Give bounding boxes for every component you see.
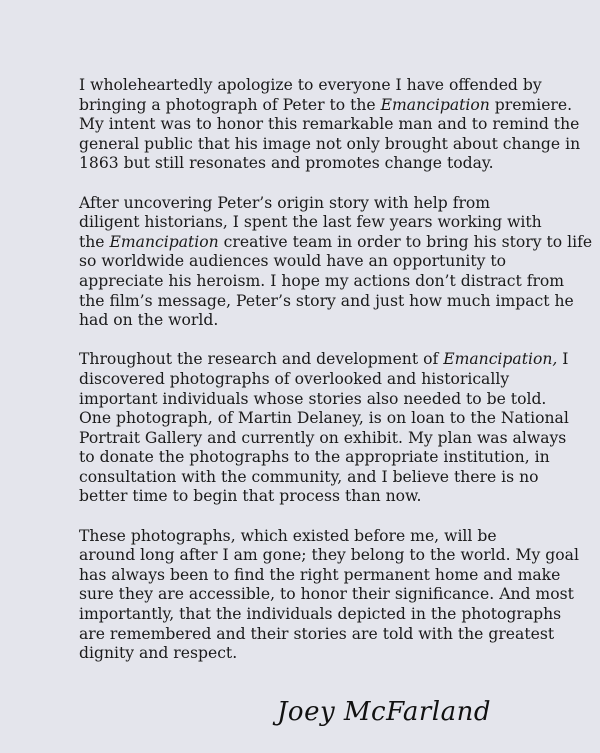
text-line: One photograph, of Martin Delaney, is on loan to the National <box>79 409 569 428</box>
text-segment: the <box>79 232 110 251</box>
paragraph-1 <box>79 76 591 174</box>
text-line: sure they are accessible, to honor their significance. And most <box>79 585 574 604</box>
text-line: to donate the photographs to the appropriate institution, in <box>79 448 550 467</box>
film-title: Emancipation, <box>443 350 558 369</box>
paragraph-4 <box>79 527 591 664</box>
text-line: discovered photographs of overlooked and historically <box>79 369 510 388</box>
text-line: the film’s message, Peter’s story and just how much impact he <box>79 291 574 310</box>
text-line: diligent historians, I spent the last few years working with <box>79 213 542 232</box>
text-line: importantly, that the individuals depicted in the photographs <box>79 605 562 624</box>
text-segment: bringing a photograph of Peter to the <box>79 95 381 114</box>
text-line: appreciate his heroism. I hope my actions don’t distract from <box>79 271 565 290</box>
signature: Joey McFarland <box>277 697 492 727</box>
text-line: around long after I am gone; they belong to the world. My goal <box>79 546 579 565</box>
text-line: better time to begin that process than now. <box>79 487 422 506</box>
text-line: has always been to find the right permanent home and make <box>79 565 561 584</box>
text-line: Portrait Gallery and currently on exhibit. My plan was always <box>79 428 567 447</box>
text-line <box>79 350 591 370</box>
text-line: general public that his image not only brought about change in <box>79 134 581 153</box>
text-segment: creative team in order to bring his story to life <box>218 232 593 251</box>
text-segment: I <box>557 350 569 369</box>
film-title: Emancipation <box>380 95 490 114</box>
text-line: had on the world. <box>79 311 219 330</box>
paragraph-2 <box>79 194 591 331</box>
text-line: After uncovering Peter’s origin story with help from <box>79 193 491 212</box>
text-line: I wholeheartedly apologize to everyone I have offended by <box>79 76 542 94</box>
text-line: My intent was to honor this remarkable man and to remind the <box>79 115 580 134</box>
film-title: Emancipation <box>109 232 219 251</box>
text-line: important individuals whose stories also needed to be told. <box>79 389 547 408</box>
text-line: These photographs, which existed before me, will be <box>79 526 497 545</box>
text-line: are remembered and their stories are told with the greatest <box>79 624 555 643</box>
paragraph-3 <box>79 350 591 507</box>
text-line <box>79 96 591 116</box>
text-segment: premiere. <box>489 95 573 114</box>
text-line: so worldwide audiences would have an opportunity to <box>79 252 507 271</box>
text-line <box>79 233 591 253</box>
text-line: consultation with the community, and I believe there is no <box>79 467 539 486</box>
letter-body <box>79 76 591 683</box>
text-segment: Throughout the research and development of <box>79 350 444 369</box>
text-line: 1863 but still resonates and promotes change today. <box>79 154 494 173</box>
text-line: dignity and respect. <box>79 644 238 663</box>
